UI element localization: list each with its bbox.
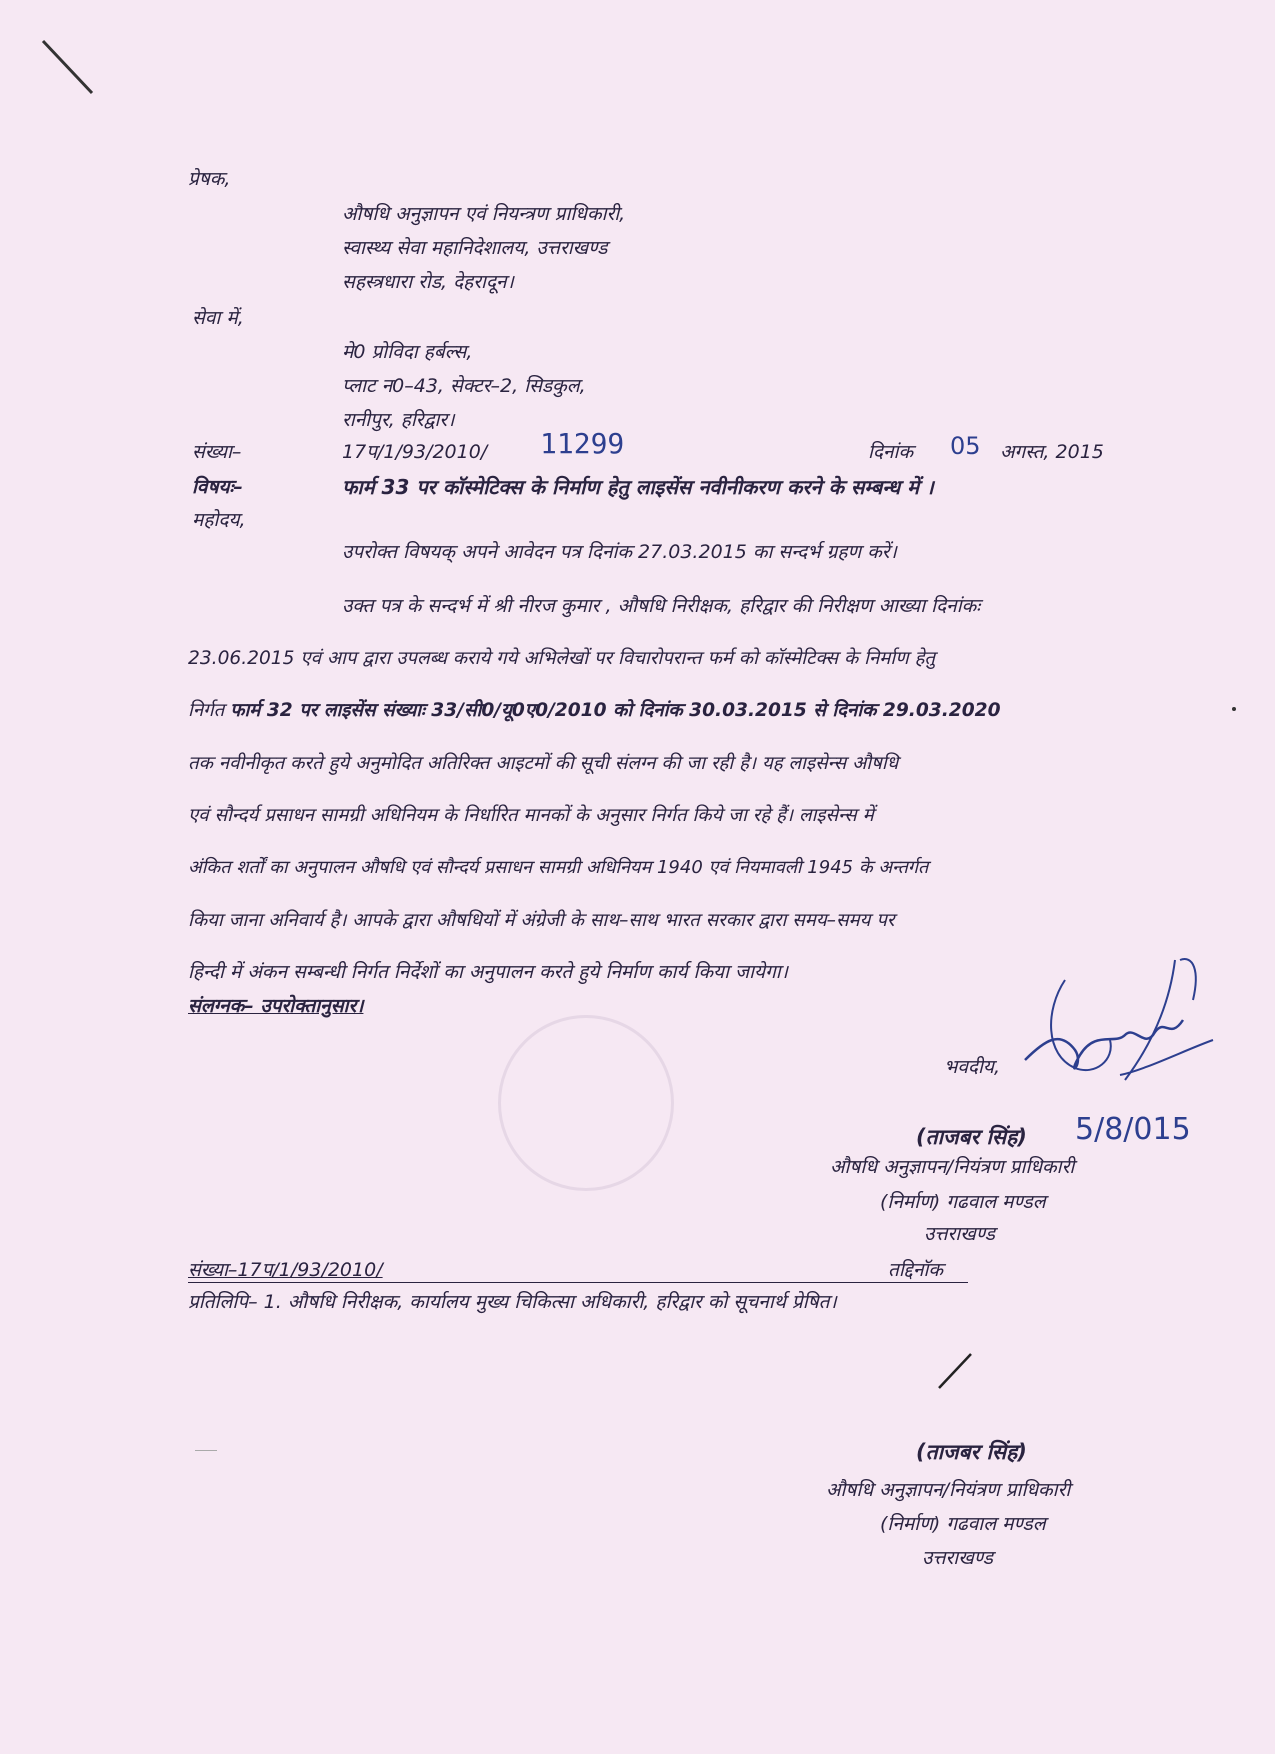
recipient-line-2: प्लाट न0–43, सेक्टर–2, सिडकुल, [342,375,586,397]
line-3-plain: निर्गत [188,700,231,721]
paragraph-2-line-6: अंकित शर्तों का अनुपालन औषधि एवं सौन्दर्य प्रसाधन सामग्री अधिनियम 1940 एवं नियमावली 1945 के अन्तर्गत [188,857,929,878]
sender-line-2: स्वास्थ्य सेवा महानिदेशालय, उत्तराखण्ड [342,237,608,259]
paragraph-2-line-2: 23.06.2015 एवं आप द्वारा उपलब्ध कराये गये अभिलेखों पर विचारोपरान्त फर्म को कॉस्मेटिक्स के निर्माण हेतु [188,648,936,669]
paragraph-2-line-3 [188,697,1001,722]
signatory-division: (निर्माण) गढवाल मण्डल [880,1191,1046,1213]
signature-scribble [1005,940,1220,1120]
copy-number: संख्या–17प/1/93/2010/ [188,1259,383,1281]
date-rest: अगस्त, 2015 [1000,441,1104,463]
paragraph-2-line-4: तक नवीनीकृत करते हुये अनुमोदित अतिरिक्त आइटमों की सूची संलग्न की जा रही है। यह लाइसेन्स औषधि [188,753,899,774]
licence-details: फार्म 32 पर लाइसेंस संख्याः 33/सी0/यू0ए0/2010 को दिनांक 30.03.2015 से दिनांक 29.03.2020 [230,700,1001,721]
signatory-name: (ताजबर सिंह) [916,1125,1027,1149]
number-value: 17प/1/93/2010/ [342,441,488,463]
signatory-title: औषधि अनुज्ञापन/नियंत्रण प्राधिकारी [830,1156,1075,1178]
closing: भवदीय, [944,1056,1000,1078]
bullet-dot [1232,707,1236,711]
signatory2-division: (निर्माण) गढवाल मण्डल [880,1513,1046,1535]
number-handwritten: 11299 [540,427,625,460]
date-day-handwritten: 05 [950,432,981,460]
paragraph-2-line-1: उक्त पत्र के सन्दर्भ में श्री नीरज कुमार , औषधि निरीक्षक, हरिद्वार की निरीक्षण आख्या दिनांकः [342,595,981,617]
salutation: महोदय, [192,509,246,531]
left-margin-mark [195,1450,217,1451]
signature-date-handwritten: 5/8/015 [1075,1112,1191,1147]
sender-label: प्रेषक, [188,168,231,190]
to-label: सेवा में, [192,307,244,329]
signatory-state: उत्तराखण्ड [924,1223,995,1245]
paragraph-1: उपरोक्त विषयक् अपने आवेदन पत्र दिनांक 27.03.2015 का सन्दर्भ ग्रहण करें। [342,541,897,563]
sender-line-3: सहस्त्रधारा रोड, देहरादून। [342,271,514,293]
recipient-line-3: रानीपुर, हरिद्वार। [342,409,455,431]
copy-rule [188,1282,968,1283]
signatory2-name: (ताजबर सिंह) [916,1440,1027,1464]
enclosure-note: संलग्नक– उपरोक्तानुसार। [188,995,364,1017]
copy-date: तद्दिनॉक [888,1259,944,1281]
subject-label: विषयः– [192,476,243,498]
signatory2-title: औषधि अनुज्ञापन/नियंत्रण प्राधिकारी [826,1479,1071,1501]
scan-mark [40,38,100,98]
subject-text: फार्म 33 पर कॉस्मेटिक्स के निर्माण हेतु लाइसेंस नवीनीकरण करने के सम्बन्ध में । [342,475,934,499]
paragraph-2-line-8: हिन्दी में अंकन सम्बन्धी निर्गत निर्देशों का अनुपालन करते हुये निर्माण कार्य किया जायेगा। [188,961,788,983]
signatory2-state: उत्तराखण्ड [922,1547,993,1569]
paragraph-2-line-5: एवं सौन्दर्य प्रसाधन सामग्री अधिनियम के निर्धारित मानकों के अनुसार निर्गत किये जा रहे हैं। लाइसेन्स में [188,805,874,826]
faint-stamp-ghost [498,1015,674,1191]
copy-text: प्रतिलिपि– 1. औषधि निरीक्षक, कार्यालय मुख्य चिकित्सा अधिकारी, हरिद्वार को सूचनार्थ प्रेषित। [188,1291,837,1313]
number-label: संख्या– [192,441,242,463]
date-label: दिनांक [868,441,914,463]
tick-mark [935,1350,975,1392]
sender-line-1: औषधि अनुज्ञापन एवं नियन्त्रण प्राधिकारी, [342,203,626,225]
recipient-line-1: मे0 प्रोविदा हर्बल्स, [342,341,473,363]
paragraph-2-line-7: किया जाना अनिवार्य है। आपके द्वारा औषधियों में अंग्रेजी के साथ–साथ भारत सरकार द्वारा समय–समय पर [188,910,895,931]
